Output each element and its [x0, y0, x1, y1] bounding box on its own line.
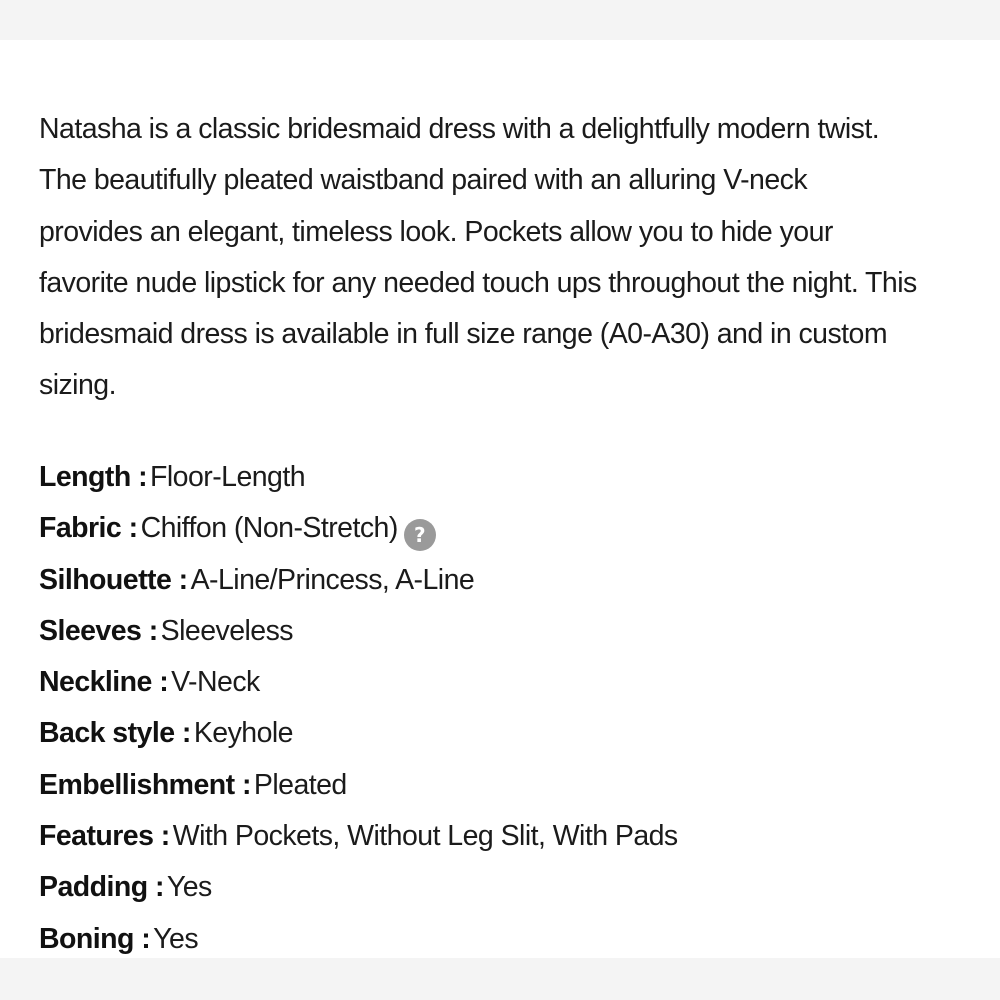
- spec-separator: :: [241, 768, 251, 801]
- spec-label: Boning: [39, 922, 134, 955]
- spec-separator: :: [154, 871, 164, 904]
- spec-row-neckline: [39, 657, 979, 708]
- spec-value: Pleated: [253, 768, 347, 801]
- spec-row-sleeves: [39, 606, 979, 657]
- spec-label: Fabric: [39, 512, 122, 545]
- spec-row-length: [39, 452, 979, 503]
- spec-separator: :: [128, 512, 138, 545]
- spec-row-silhouette: [39, 555, 979, 606]
- spec-row-boning: [39, 914, 979, 965]
- spec-label: Features: [39, 820, 154, 853]
- spec-separator: :: [148, 614, 158, 647]
- spec-value: Sleeveless: [160, 614, 293, 647]
- spec-value: Floor-Length: [150, 461, 306, 493]
- spec-label: Length: [39, 461, 131, 493]
- spec-row-back-style: [39, 708, 979, 759]
- spec-label: Sleeves: [39, 614, 142, 647]
- spec-label: Padding: [39, 871, 148, 904]
- spec-label: Back style: [39, 717, 175, 750]
- spec-value: Chiffon (Non-Stretch): [140, 512, 398, 545]
- spec-separator: :: [138, 461, 148, 493]
- spec-value: V-Neck: [171, 666, 260, 699]
- spec-separator: :: [141, 922, 151, 955]
- product-description: Natasha is a classic bridesmaid dress with a delightfully modern twist. The beautifully pleated waistband paired with an alluring V-neck provides an elegant, timeless look. Pockets allow you to hide your favorite nude lipstick for any needed touch ups throughout the night. This bridesmaid dress is available in full size range (A0-A30) and in custom sizing.: [39, 113, 917, 402]
- question-mark-icon[interactable]: ?: [404, 519, 436, 551]
- spec-separator: :: [160, 820, 170, 853]
- spec-label: Silhouette: [39, 563, 172, 596]
- spec-value: Keyhole: [193, 717, 293, 750]
- product-details-panel: [0, 40, 1000, 958]
- product-specs-list: [39, 452, 979, 965]
- spec-row-embellishment: [39, 760, 979, 811]
- spec-value: Yes: [166, 871, 212, 904]
- spec-label: Neckline: [39, 666, 152, 699]
- spec-row-fabric: [39, 503, 979, 554]
- spec-row-features: [39, 811, 979, 862]
- spec-separator: :: [178, 563, 188, 596]
- spec-label: Embellishment: [39, 768, 235, 801]
- spec-row-padding: [39, 862, 979, 913]
- spec-separator: :: [159, 666, 169, 699]
- spec-separator: :: [181, 717, 191, 750]
- spec-value: A-Line/Princess, A-Line: [190, 563, 475, 596]
- spec-value: With Pockets, Without Leg Slit, With Pads: [172, 820, 678, 853]
- spec-value: Yes: [153, 922, 199, 955]
